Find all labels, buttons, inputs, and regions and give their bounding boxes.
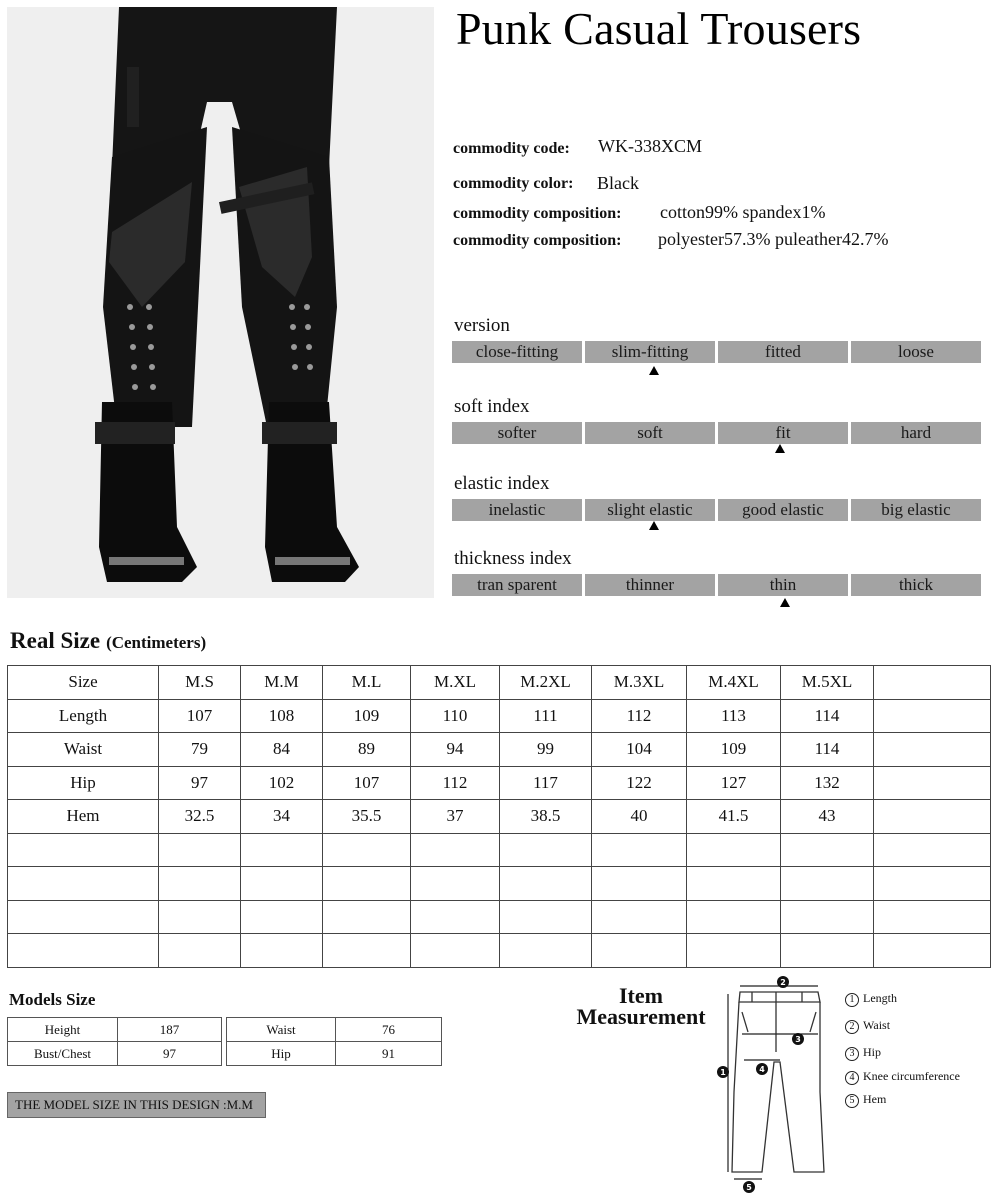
table-cell: [411, 900, 500, 934]
table-cell: 113: [687, 699, 781, 733]
table-cell: [500, 867, 592, 901]
header-cell: M.S: [159, 666, 241, 700]
header-cell: M.2XL: [500, 666, 592, 700]
table-cell: 112: [592, 699, 687, 733]
table-cell: 43: [781, 800, 874, 834]
elastic-index-option: slight elastic: [585, 499, 715, 521]
table-cell: Bust/Chest: [8, 1042, 118, 1066]
header-cell: M.4XL: [687, 666, 781, 700]
table-cell: 32.5: [159, 800, 241, 834]
soft-index-option: soft: [585, 422, 715, 444]
legend-label: Length: [863, 991, 897, 1005]
table-cell: 114: [781, 733, 874, 767]
table-cell: [874, 867, 991, 901]
table-row: [227, 1042, 442, 1066]
table-cell: Hem: [8, 800, 159, 834]
table-cell: [781, 934, 874, 968]
version-option: fitted: [718, 341, 848, 363]
header-cell: M.3XL: [592, 666, 687, 700]
version-scale: [452, 341, 983, 363]
table-row: [8, 900, 991, 934]
legend-number-icon: 2: [845, 1020, 859, 1034]
version-indicator-icon: [649, 366, 659, 375]
table-cell: [874, 800, 991, 834]
table-cell: 111: [500, 699, 592, 733]
legend-label: Hip: [863, 1045, 881, 1059]
table-cell: [241, 867, 323, 901]
legend-item: [845, 1069, 960, 1085]
table-cell: 109: [323, 699, 411, 733]
table-cell: [874, 766, 991, 800]
spec-composition-2: [453, 229, 889, 250]
table-cell: [687, 833, 781, 867]
table-row: [8, 800, 991, 834]
table-cell: [159, 900, 241, 934]
models-table-left: [7, 1017, 222, 1066]
marker-2-number: 2: [780, 978, 786, 987]
legend-number-icon: 4: [845, 1071, 859, 1085]
table-cell: [241, 833, 323, 867]
item-measurement-title-line1: Item: [619, 983, 663, 1008]
table-cell: [592, 833, 687, 867]
soft-index-option: softer: [452, 422, 582, 444]
spec-label: commodity composition:: [453, 205, 622, 222]
table-cell: [874, 934, 991, 968]
elastic-index-option: inelastic: [452, 499, 582, 521]
marker-1-number: 1: [720, 1068, 726, 1077]
trousers-model-image: [7, 7, 434, 598]
table-cell: [687, 900, 781, 934]
table-cell: [592, 900, 687, 934]
thickness-index-option: thick: [851, 574, 981, 596]
marker-4-number: 4: [759, 1065, 765, 1074]
table-cell: 35.5: [323, 800, 411, 834]
table-cell: 76: [336, 1018, 442, 1042]
table-cell: 38.5: [500, 800, 592, 834]
legend-label: Waist: [863, 1018, 891, 1032]
table-cell: 89: [323, 733, 411, 767]
real-size-unit: (Centimeters): [106, 633, 207, 652]
table-row: [8, 766, 991, 800]
model-size-note: THE MODEL SIZE IN THIS DESIGN :M.M: [7, 1092, 266, 1118]
spec-value: cotton99% spandex1%: [660, 202, 826, 222]
table-cell: 114: [781, 699, 874, 733]
table-cell: [500, 934, 592, 968]
table-cell: [8, 833, 159, 867]
spec-label: commodity composition:: [453, 232, 622, 249]
header-cell: M.5XL: [781, 666, 874, 700]
soft-index-option: fit: [718, 422, 848, 444]
table-cell: Waist: [8, 733, 159, 767]
elastic-index-indicator-icon: [649, 521, 659, 530]
item-measurement-title-line2: Measurement: [576, 1004, 706, 1029]
marker-3-number: 3: [795, 1035, 801, 1044]
header-cell: M.L: [323, 666, 411, 700]
soft-index-option: hard: [851, 422, 981, 444]
table-cell: 40: [592, 800, 687, 834]
table-cell: [8, 900, 159, 934]
table-row: [8, 699, 991, 733]
table-row: [8, 733, 991, 767]
table-cell: Waist: [227, 1018, 336, 1042]
header-cell: [874, 666, 991, 700]
legend-number-icon: 1: [845, 993, 859, 1007]
legend-item: [845, 1018, 890, 1034]
table-row: [8, 867, 991, 901]
spec-label: commodity color:: [453, 175, 574, 192]
table-cell: 102: [241, 766, 323, 800]
version-label: version: [454, 315, 510, 336]
version-option: slim-fitting: [585, 341, 715, 363]
table-cell: Hip: [227, 1042, 336, 1066]
legend-number-icon: 5: [845, 1094, 859, 1108]
spec-color: [453, 173, 639, 193]
pants-diagram: [712, 972, 842, 1196]
size-table: [7, 665, 991, 968]
table-cell: [874, 833, 991, 867]
table-row: [8, 934, 991, 968]
table-cell: [500, 833, 592, 867]
header-cell: M.M: [241, 666, 323, 700]
legend-number-icon: 3: [845, 1047, 859, 1061]
table-cell: [323, 900, 411, 934]
table-cell: 187: [118, 1018, 222, 1042]
table-cell: 41.5: [687, 800, 781, 834]
table-cell: [241, 900, 323, 934]
table-cell: [500, 900, 592, 934]
table-row: [8, 1042, 222, 1066]
table-cell: [323, 833, 411, 867]
table-cell: 127: [687, 766, 781, 800]
thickness-index-option: thinner: [585, 574, 715, 596]
table-cell: 34: [241, 800, 323, 834]
table-cell: [687, 934, 781, 968]
table-cell: [241, 934, 323, 968]
table-cell: 108: [241, 699, 323, 733]
item-measurement-title: [560, 985, 722, 1027]
table-cell: 122: [592, 766, 687, 800]
table-cell: 99: [500, 733, 592, 767]
table-cell: [874, 733, 991, 767]
spec-label: commodity code:: [453, 140, 570, 157]
elastic-index-option: good elastic: [718, 499, 848, 521]
legend-item: [845, 991, 897, 1007]
table-cell: 117: [500, 766, 592, 800]
table-cell: [781, 900, 874, 934]
table-cell: 94: [411, 733, 500, 767]
models-size-title: Models Size: [9, 990, 96, 1009]
marker-5-number: 5: [746, 1183, 752, 1192]
soft-index-scale: [452, 422, 983, 444]
table-cell: [687, 867, 781, 901]
table-cell: [781, 867, 874, 901]
legend-label: Hem: [863, 1092, 887, 1106]
elastic-index-option: big elastic: [851, 499, 981, 521]
table-cell: [592, 934, 687, 968]
table-cell: [159, 867, 241, 901]
table-cell: Length: [8, 699, 159, 733]
models-table-right: [226, 1017, 442, 1066]
table-cell: [323, 867, 411, 901]
table-cell: [323, 934, 411, 968]
table-cell: [781, 833, 874, 867]
spec-code: [453, 136, 702, 158]
elastic-index-scale: [452, 499, 983, 521]
table-cell: [159, 934, 241, 968]
table-cell: [411, 867, 500, 901]
spec-value: Black: [597, 173, 639, 193]
soft-index-label: soft index: [454, 396, 530, 417]
table-cell: 91: [336, 1042, 442, 1066]
soft-index-indicator-icon: [775, 444, 785, 453]
thickness-index-scale: [452, 574, 983, 596]
table-cell: Height: [8, 1018, 118, 1042]
version-option: close-fitting: [452, 341, 582, 363]
legend-label: Knee circumference: [863, 1069, 960, 1083]
elastic-index-label: elastic index: [454, 473, 550, 494]
table-cell: 37: [411, 800, 500, 834]
thickness-index-indicator-icon: [780, 598, 790, 607]
table-cell: 109: [687, 733, 781, 767]
table-cell: [159, 833, 241, 867]
table-cell: [874, 699, 991, 733]
table-cell: 97: [118, 1042, 222, 1066]
product-title: Punk Casual Trousers: [456, 3, 862, 54]
real-size-heading: [10, 628, 206, 654]
header-cell: Size: [8, 666, 159, 700]
table-cell: 79: [159, 733, 241, 767]
table-cell: 132: [781, 766, 874, 800]
table-cell: 104: [592, 733, 687, 767]
table-cell: [8, 867, 159, 901]
version-option: loose: [851, 341, 981, 363]
table-cell: 97: [159, 766, 241, 800]
table-row: [8, 1018, 222, 1042]
table-header-row: [8, 666, 991, 700]
thickness-index-label: thickness index: [454, 548, 572, 569]
spec-composition-1: [453, 202, 826, 223]
table-cell: 112: [411, 766, 500, 800]
table-cell: 84: [241, 733, 323, 767]
legend-item: [845, 1092, 886, 1108]
table-cell: [8, 934, 159, 968]
table-cell: 107: [323, 766, 411, 800]
thickness-index-option: tran sparent: [452, 574, 582, 596]
table-cell: Hip: [8, 766, 159, 800]
real-size-title: Real Size: [10, 628, 101, 653]
table-cell: [592, 867, 687, 901]
spec-value: WK-338XCM: [598, 136, 702, 156]
table-cell: 110: [411, 699, 500, 733]
legend-item: [845, 1045, 881, 1061]
table-row: [227, 1018, 442, 1042]
table-row: [8, 833, 991, 867]
table-cell: [874, 900, 991, 934]
table-cell: [411, 934, 500, 968]
header-cell: M.XL: [411, 666, 500, 700]
spec-value: polyester57.3% puleather42.7%: [658, 229, 889, 249]
product-photo: [7, 7, 434, 598]
table-cell: [411, 833, 500, 867]
thickness-index-option: thin: [718, 574, 848, 596]
table-cell: 107: [159, 699, 241, 733]
